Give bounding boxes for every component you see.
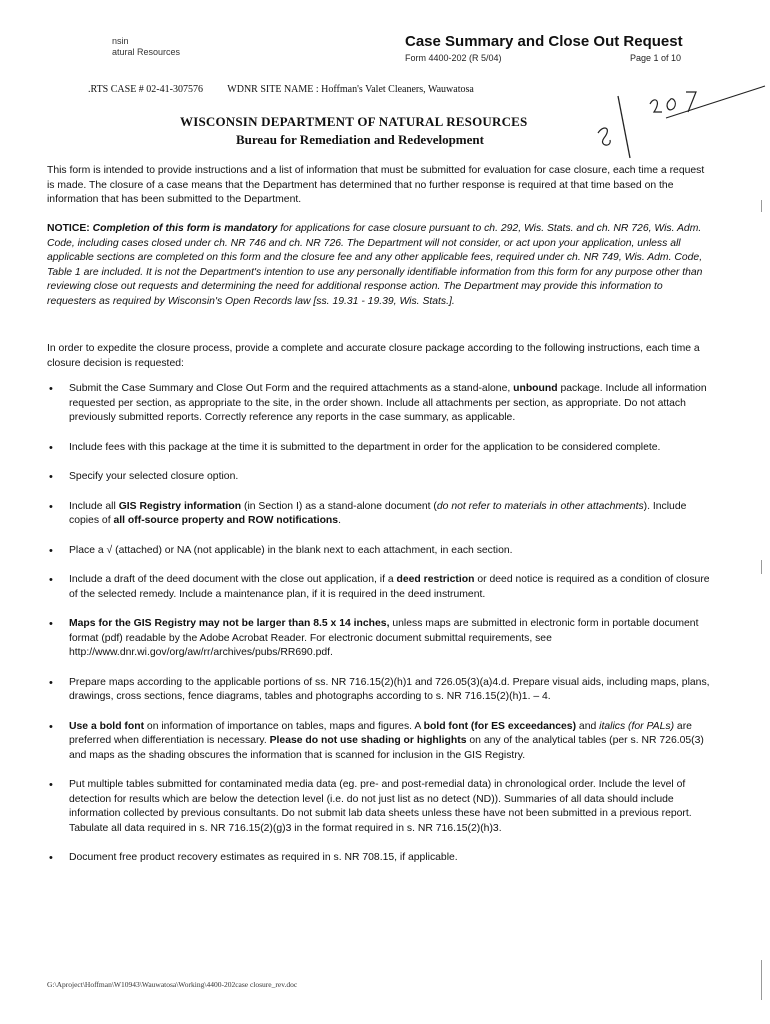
notice-paragraph xyxy=(47,222,712,309)
list-item: • Put multiple tables submitted for contaminated media data (eg. pre- and post-remedial data) in chronological order. Include the level of detection for results which are below the detection level (i.e. do not just list as no detect (ND)). Summaries of all data should include information collected by previous consultants. Do not submit lab data sheets unless these have not been submitted in a previous report. Tabulate all data required in s. NR 716.15(2)(g)3 in the format required in s. NR 716.15(2)(h)3. xyxy=(47,778,712,836)
file-path-footer: G:\Aproject\Hoffman\W10943\Wauwatosa\Working\4400-202case closure_rev.doc xyxy=(47,980,298,989)
list-item: • Use a bold font on information of importance on tables, maps and figures. A bold font (for ES exceedances) and italics (for PALs) are preferred when differentiation is necessary. Please do not use shading or highlights on any of the analytical tables (per s. NR 726.05(3) and maps as the shading obscures the information that is scanned for inclusion in the GIS Registry. xyxy=(47,720,712,764)
bureau-title: Bureau for Remediation and Redevelopment xyxy=(236,132,484,147)
scan-edge-mark xyxy=(761,960,762,1000)
list-item: • Document free product recovery estimates as required in s. NR 708.15, if applicable. xyxy=(47,851,712,866)
org-name-line1: nsin xyxy=(112,36,129,46)
case-line xyxy=(88,84,496,95)
notice-emphasis: Completion of this form is mandatory xyxy=(92,223,278,234)
case-number: .RTS CASE # 02-41-307576 xyxy=(88,84,203,95)
list-item: • Specify your selected closure option. xyxy=(47,470,712,485)
site-name: WDNR SITE NAME : Hoffman's Valet Cleaners, Wauwatosa xyxy=(227,84,474,95)
department-title: WISCONSIN DEPARTMENT OF NATURAL RESOURCES xyxy=(180,114,528,129)
list-item: • Submit the Case Summary and Close Out Form and the required attachments as a stand-alone, unbound package. Include all information requested per section, as appropriate to the site, in the order shown. Include all attachments per section, as appropriate. Do not attach previously submitted reports. Correctly reference any reports in the case summary, as applicable. xyxy=(47,382,712,426)
list-item: • Place a √ (attached) or NA (not applicable) in the blank next to each attachment, in each section. xyxy=(47,544,712,559)
list-item: • Include all GIS Registry information (in Section I) as a stand-alone document (do not refer to materials in other attachments). Include copies of all off-source property and ROW notifications. xyxy=(47,500,712,529)
form-title: Case Summary and Close Out Request xyxy=(405,33,683,50)
scan-edge-mark xyxy=(761,200,762,212)
expedite-paragraph: In order to expedite the closure process, provide a complete and accurate closure package according to the following instructions, each time a closure decision is requested: xyxy=(47,343,700,369)
handwritten-date-annotation xyxy=(590,78,770,168)
form-number: Form 4400-202 (R 5/04) xyxy=(405,53,502,63)
org-name-line2: atural Resources xyxy=(112,47,181,57)
instruction-list xyxy=(47,382,712,881)
list-item: • Include fees with this package at the time it is submitted to the department in order for the application to be considered complete. xyxy=(47,441,712,456)
list-item: • Include a draft of the deed document with the close out application, if a deed restriction or deed notice is required as a condition of closure of the selected remedy. Include a maintenance plan, if it is required in the deed instrument. xyxy=(47,573,712,602)
intro-paragraph: This form is intended to provide instructions and a list of information that must be submitted for evaluation for case closure, each time a request is made. The closure of a case means that the Department has determined that no further response is required at that time based on the information that has been submitted to the Department. xyxy=(47,165,705,205)
notice-label: NOTICE: xyxy=(47,223,90,234)
page-number: Page 1 of 10 xyxy=(630,53,682,63)
notice-text: for applications for case closure pursuant to ch. 292, Wis. Stats. and ch. NR 726, Wis. Adm. Code, including cases closed under ch. NR 746 and ch. NR 726. The Department will not consider, or act upon your application, unless all applicable sections are completed on this form and the closure fee and any other applicable fees, required under ch. NR 749, Wis. Adm. Code, Table 1 are included. It is not the Department's intention to use any personally identifiable information from this form for any purpose other than reviewing close out requests and determining the need for additional response action. The Department may provide this information to requesters as required by Wisconsin's Open Records law [ss. 19.31 - 19.39, Wis. Stats.]. xyxy=(47,223,703,307)
scan-edge-mark xyxy=(761,560,762,574)
list-item: • Prepare maps according to the applicable portions of ss. NR 716.15(2)(h)1 and 726.05(3)(a)4.d. Prepare visual aids, including maps, plans, drawings, cross sections, fence diagrams, tables and photographs according to s. NR 716.15(2)(h)1. – 4. xyxy=(47,676,712,705)
list-item: • Maps for the GIS Registry may not be larger than 8.5 x 14 inches, unless maps are submitted in electronic form in portable document format (pdf) readable by the Adobe Acrobat Reader. For electronic document submittal requirements, see http://www.dnr.wi.gov/org/aw/rr/archives/pubs/RR690.pdf. xyxy=(47,617,712,661)
